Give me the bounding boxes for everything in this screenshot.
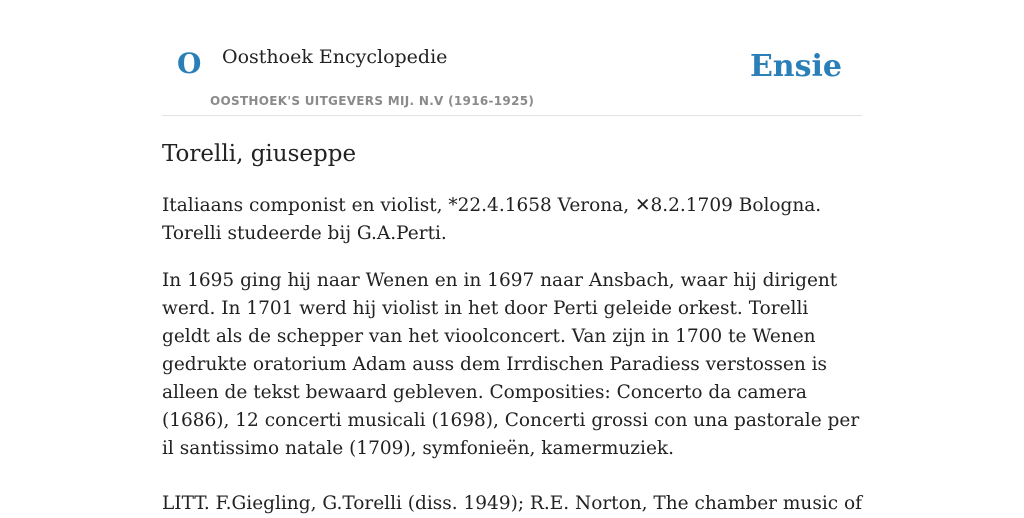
publication-title[interactable]: Oosthoek Encyclopedie [222, 46, 448, 68]
page [162, 0, 862, 518]
site-header [162, 0, 862, 116]
article [162, 140, 862, 518]
brand-logo-link[interactable]: Ensie [749, 49, 842, 84]
article-paragraph-intro: Italiaans componist en violist, *22.4.1658 Verona, ✕8.2.1709 Bologna. Torelli studeerde bij G.A.Perti. [162, 194, 822, 244]
article-paragraph-body: In 1695 ging hij naar Wenen en in 1697 naar Ansbach, waar hij dirigent werd. In 1701 werd hij violist in het door Perti geleide orkest. Torelli geldt als de schepper van het vioolconcert. Van zijn in 1700 te Wenen gedrukte oratorium Adam auss dem Irrdischen Paradiess verstossen is alleen de tekst bewaard gebleven. Composities: Concerto da camera (1686), 12 concerti musicali (1698), Concerti grossi con una pastorale per il santissimo natale (1709), symfonieën, kamermuziek. [162, 269, 860, 459]
logo-icon[interactable]: O [177, 47, 202, 80]
article-title: Torelli, giuseppe [162, 141, 357, 167]
article-paragraph-literature: LITT. F.Giegling, G.Torelli (diss. 1949); R.E. Norton, The chamber music of [162, 492, 862, 514]
publisher-label: OOSTHOEK'S UITGEVERS MIJ. N.V (1916-1925) [210, 94, 535, 108]
